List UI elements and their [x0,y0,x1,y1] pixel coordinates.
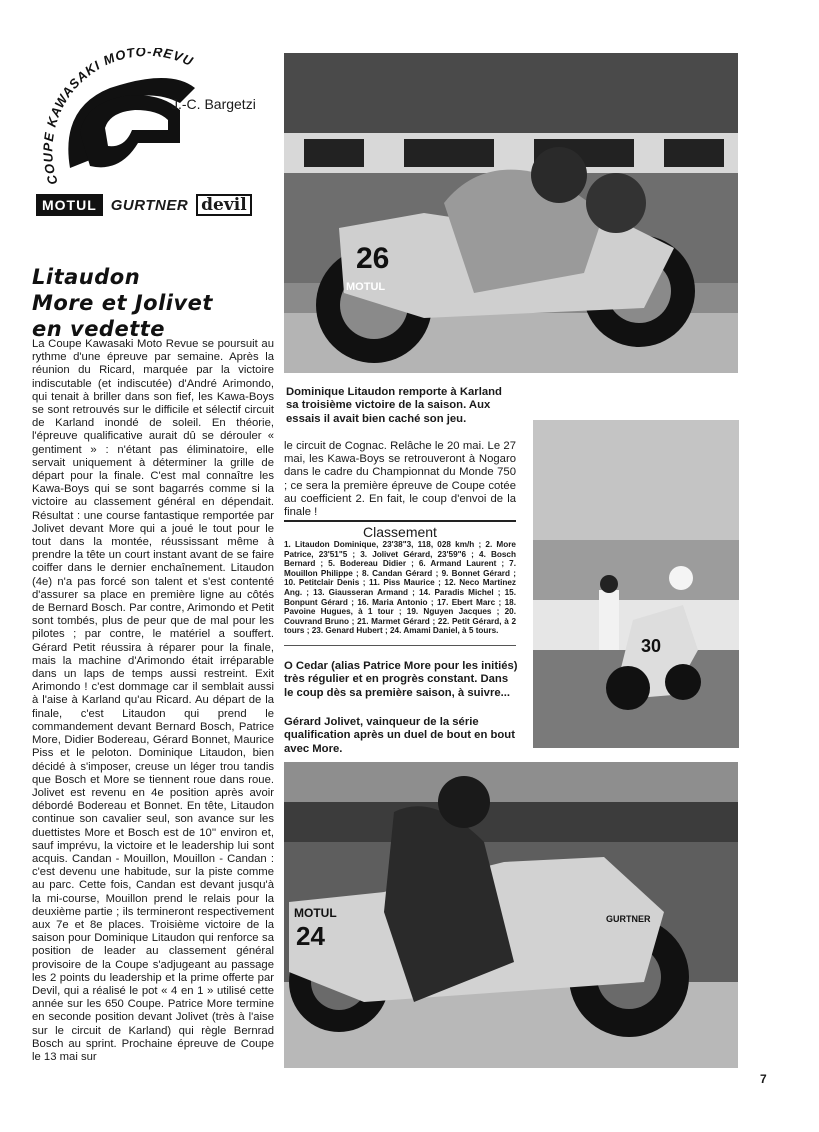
headline-line-3: en vedette [32,317,166,341]
caption-photo-1: Dominique Litaudon remporte à Karland sa troisième victoire de la saison. Aux essais il avait bien caché son jeu. [286,386,502,425]
photo3-plate-number: 24 [296,921,325,951]
photo1-plate-number: 26 [356,242,390,275]
headline-line-1: Litaudon [32,265,141,289]
article-column-2 [284,440,516,519]
photo-jolivet [284,762,738,1068]
devil-logo: devil [196,194,252,216]
classement-results: 1. Litaudon Dominique, 23'38"3, 118, 028 km/h ; 2. More Patrice, 23'51"5 ; 3. Jolivet Gérard, 23'59"6 ; 4. Bosch Bernard ; 5. Bodereau Didier ; 6. Armand Laurent ; 7. Mouillon Philippe ; 8. Candan Gérard ; 9. Bonnet Gérard ; 10. Petitclair Denis ; 11. Piss Maurice ; 12. Neco Martinez Ang. ; 13. Giausseran Armand ; 14. Paradis Michel ; 15. Bonpunt Gérard ; 16. Maria Antonio ; 17. Ebert Marc ; 18. Pavoine Hugues, à 1 tour ; 19. Nguyen Jacques ; 20. Couvrand Bruno ; 21. Marmet Gérard ; 22. Petit Gérard, à 2 tours ; 23. Genard Hubert ; 24. Amami Daniel, à 5 tours. [284,540,516,636]
logo-arc-text: COUPE KAWASAKI MOTO-REVU [40,48,196,187]
classement-divider [284,520,516,522]
classement-bottom-divider [284,645,516,646]
sponsor-logos [36,193,248,217]
logo-emblem [30,48,260,198]
gurtner-logo: GURTNER [110,196,189,214]
motul-logo: MOTUL [36,194,103,216]
article-body-2: le circuit de Cognac. Relâche le 20 mai. Le 27 mai, les Kawa-Boys se retrouveront à Nogaro dans le cadre du Championnat du Monde 750 ; ce sera la première épreuve de Coupe cotée au coefficient 2. En fait, le coup d'envoi de la finale ! [284,440,516,519]
article-column-1 [32,338,274,1064]
headline-line-2: More et Jolivet [32,291,213,315]
caption-photo-3: Gérard Jolivet, vainqueur de la série qualification après un duel de bout en bout avec More. [284,716,515,755]
classement-title: Classement [363,524,437,540]
photo-more [533,420,739,748]
photo3-sticker-text: GURTNER [606,914,651,924]
article-body-1: La Coupe Kawasaki Moto Revue se poursuit au rythme d'une épreuve par semaine. Après la réunion du Ricard, marquée par la victoire indiscutable (et indiscutée) d'André Arimondo, qui tenait à briller dans son fief, les Kawa-Boys se sont retrouvés sur le difficile et sélectif circuit de Karland inondé de soleil. En théorie, l'épreuve qualificative aurait dû se dérouler « gentiment » : n'étant pas éliminatoire, elle servait uniquement à déterminer la grille de départ pour la finale. C'est mal connaître les Kawa-Boys qui se sont bagarrés comme si la victoire au classement général en dépendait. Résultat : une course fantastique remportée par Jolivet devant More qui a joué le tout pour le tout dans la montée, réussissant même à prendre la tête un court instant avant de se faire coiffer dans le dernier enchaînement. Litaudon (4e) n'a pas forcé son talent et s'est contenté d'assurer sa place en première ligne au côtés de Bernard Bosch. Par contre, Arimondo et Petit sont tombés, plus de peur que de mal pour les pilotes ; par contre, le matériel a souffert. Gérard Petit réussira à réparer pour la finale, mais la machine d'Arimondo était irréparable dans un laps de temps aussi restreint. Exit Arimondo ! c'est dommage car il semblait aussi à l'aise à Karland qu'au Ricard. Au départ de la finale, c'est Litaudon qui prend le commandement devant Bernard Bosch, Patrice More, Didier Bodereau, Gérard Bonnet, Maurice Piss et le peloton. Dominique Litaudon, bien décidé à s'imposer, creuse un léger trou tandis que Bosch et More se tiennent roue dans roue. Jolivet est revenu en 4e position après avoir débordé Bodereau et Bonnet. En tête, Litaudon continue son cavalier seul, son avance sur les duettistes More et Bosch est de 10'' environ et, sauf imprévu, la victoire et le leadership lui sont acquis. Candan - Mouillon, Mouillon - Candan : c'est devenu une habitude, sur la piste comme au parc. Cette fois, Candan est devant jusqu'à la mi-course, Mouillon prend le relais pour la deuxième partie ; ils termineront respectivement aux 7e et 8e places. Troisième victoire de la saison pour Dominique Litaudon qui renforce sa position de leader au classement général provisoire de la Coupe s'adjugeant au passage les 2 points du leadership et la prime offerte par Devil, qui a réalisé le pot « 4 en 1 » utilisé cette année sur les 650 Coupe. Patrice More termine en seconde position devant Jolivet (très à l'aise sur le circuit de Karland) qui règle Bernrad Bosch au sprint. Prochaine épreuve de Coupe le 13 mai sur [32,338,274,1063]
photo1-fairing-text: MOTUL [346,281,386,293]
author-byline: J.-C. Bargetzi [171,96,256,112]
article-headline [32,264,272,342]
page-number: 7 [760,1072,767,1086]
photo3-fairing-text: MOTUL [294,906,337,920]
caption-photo-2: O Cedar (alias Patrice More pour les initiés) très régulier et en progrès constant. Dans le coup dès sa première saison, à suivre... [284,660,518,699]
photo-litaudon [284,53,738,373]
photo2-plate-number: 30 [641,636,662,656]
